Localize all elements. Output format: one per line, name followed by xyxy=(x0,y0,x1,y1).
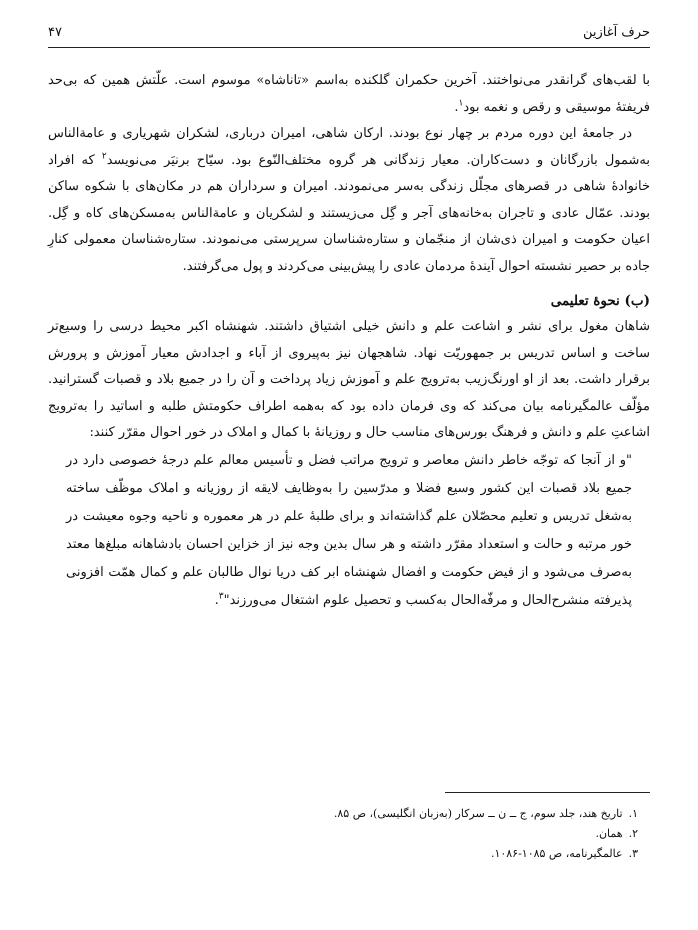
paragraph-1: با لقب‌های گرانقدر می‌نواختند. آخرین حکمران گلکنده به‌اسم «تاناشاه» موسوم است. علّتش همین که بی‌حد فریفتۀ موسیقی و رقص و نغمه بود$^۱$. xyxy=(48,73,650,115)
footnote-item xyxy=(48,804,638,824)
footnote-ref-3: ۳ xyxy=(218,591,224,602)
page-header xyxy=(48,22,650,44)
paragraph-2 xyxy=(48,121,650,280)
footnote-number: ۱. xyxy=(628,807,638,820)
footnote-item xyxy=(48,844,638,864)
footnote-text: همان. xyxy=(595,827,623,840)
footnote-number: ۲. xyxy=(628,827,638,840)
running-title: حرف آغازین xyxy=(583,25,650,40)
footnote-text: عالمگیرنامه، ص ۱۰۸۵-۱۰۸۶. xyxy=(490,847,623,860)
block-quote xyxy=(66,447,632,615)
quote-text: "و از آنجا که توجّه خاطر دانش معاصر و ترویج مراتب فضل و تأسیس معالم علم درجۀ خصوصی دارد در جمیع بلاد قصبات این کشور وسیع فضلا و مدرّسین را به‌وظایف لایقه از روزیانه و املاک موظّف ساخته به‌شغل تدریس و تعلیم محصّلان علم گذاشته‌اند و برای طلبۀ علم در هر معموره و ناحیه وجوه معیشت در خور مرتبه و حالت و استعداد مقرّر داشته و هر سال بدین وجه نیز از خزاین احسان بادشاهانه مبلغ‌ها معتد به‌صرف می‌شود و از فیض حکومت و افضال شهنشاه ابر کف دریا نوال طالبان علم و کمال همّت افزونی پذیرفته منشرح‌الحال و مرفّه‌الحال به‌کسب و تحصیل علوم اشتغال می‌ورزند" xyxy=(66,452,632,608)
footnote-ref-2: ۲ xyxy=(101,151,107,162)
paragraph-2-text-a: در جامعۀ این دوره مردم بر چهار نوع بودند. ارکان شاهی، امیران درباری، لشکران شهریاری و عامةالناس به‌شمول بازرگانان و دست‌کاران. معیار زندگانی هر گروه مختلف‌النّوع بود. سیّاح برنیَر می‌نویسد xyxy=(48,126,651,168)
body-text xyxy=(48,68,650,615)
footnote-number: ۳. xyxy=(628,847,638,860)
footnote-text: تاریخ هند، جلد سوم، ج ــ ن ــ سرکار (به‌زبان انگلیسی)، ص ۸۵. xyxy=(333,807,623,820)
header-divider xyxy=(48,47,650,48)
paragraph-1-text: با لقب‌های گرانقدر می‌نواختند. آخرین حکمران گلکنده به‌اسم «تاناشاه» موسوم است. علّتش همین که بی‌حد فریفتۀ موسیقی و رقص و نغمه بود xyxy=(48,73,650,115)
paragraph-2-text-b: که افراد خانوادۀ شاهی در قصرهای مجلّل زندگی به‌سر می‌نمودند. امیران و سرداران هم در مکان‌های با شکوه ساکن بودند. عمّال عادی و تاجران به‌خانه‌های آجر و گِل می‌زیستند و لشکریان و عامةالناس به‌مسکن‌های کاه و گِل. اعیان حکومت و امیران ذی‌شان از منجّمان و ستاره‌شناسان سرپرستی می‌نمودند. ستاره‌شناسان معمولی کنارِ جاده بر حصیر نشسته احوال آیندۀ مردمان عادی را پیش‌بینی می‌کردند و پول می‌گرفتند. xyxy=(48,152,650,274)
section-paragraph: شاهان مغول برای نشر و اشاعت علم و دانش خیلی اشتیاق داشتند. شهنشاه اکبر محیط درسی را وسیع‌تر ساخت و اساس تدریس بر جمهوریّت نهاد. شاهجهان نیز به‌پیروی از آباء و اجدادش معیار آموزش و پرورش برقرار داشت. بعد از او اورنگ‌زیب به‌ترویج علم و آموزش زیاد پرداخت و آن را در جمیع بلاد و قصبات گسترانید. مؤلّف عالمگیرنامه بیان می‌کند که وی فرمان داده بود که به‌همه اطراف حکومتش طلبه و اساتید را به‌ترویج اشاعتِ علم و دانش و فرهنگ بورس‌های مناسب حال و روزیانۀ با کمال و املاک در خور احوال مقرّر کنند: xyxy=(48,319,650,440)
page-number: ۴۷ xyxy=(48,25,62,40)
footnote-item xyxy=(48,824,638,844)
footnote-ref-1: ۱ xyxy=(458,98,464,109)
section-heading: (ب) نحوۀ تعلیمی xyxy=(550,293,650,309)
footnotes xyxy=(48,804,638,864)
quote-end: . xyxy=(214,592,219,608)
footnote-divider xyxy=(445,792,650,793)
